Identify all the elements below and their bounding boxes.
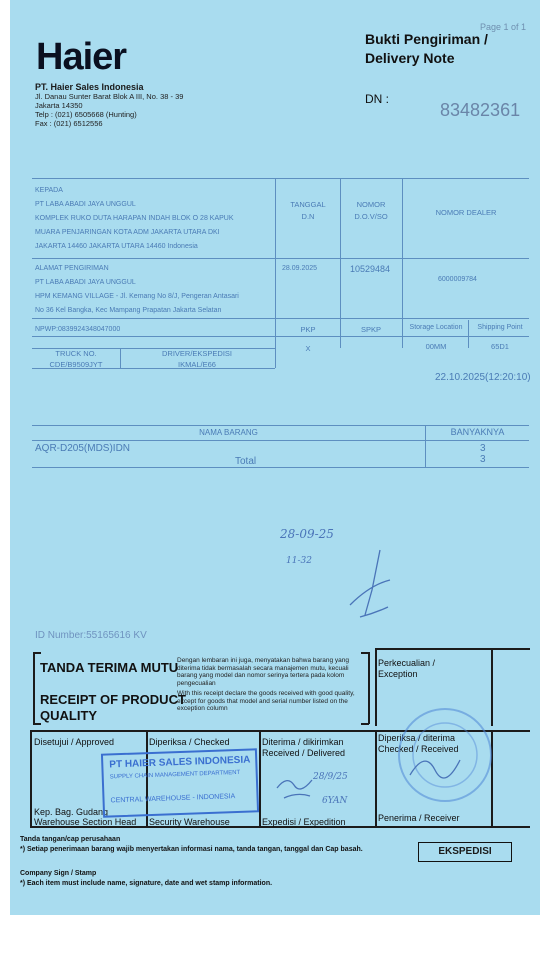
- receipt-bracket-right: [361, 723, 369, 725]
- nomor-header: NOMOR: [356, 200, 386, 209]
- item-qty: 3: [480, 443, 486, 454]
- table-border: [340, 178, 341, 348]
- table-border: [32, 318, 529, 319]
- stamp-line-3: CENTRAL WAREHOUSE - INDONESIA: [110, 793, 236, 805]
- sig-grid-line: [30, 730, 32, 828]
- table-border: [275, 178, 276, 368]
- receipt-title-en-2: QUALITY: [40, 708, 98, 723]
- handwritten-date: 28-09-25: [280, 527, 334, 541]
- date-value: 28.09.2025: [282, 265, 318, 272]
- approved-label: Disetujui / Approved: [34, 737, 115, 747]
- tanggal-header: TANGGAL: [290, 200, 326, 209]
- id-number: ID Number:55165616 KV: [35, 630, 147, 641]
- kepada-line: KOMPLEK RUKO DUTA HARAPAN INDAH BLOK O 28 KAPUK: [35, 215, 234, 222]
- alamat-line: HPM KEMANG VILLAGE - Jl. Kemang No 8/J, Pengeran Antasari: [35, 293, 239, 300]
- table-border: [402, 178, 403, 348]
- received-label-1: Diperiksa / diterima: [378, 733, 456, 743]
- company-address: [35, 92, 183, 128]
- kepada-line: JAKARTA 14460 JAKARTA UTARA 14460 Indonesia: [35, 243, 198, 250]
- document-title: [365, 30, 488, 68]
- phone-line: Telp : (021) 6505668 (Hunting): [35, 110, 137, 119]
- received-name-handwritten: 6YAN: [322, 796, 348, 806]
- pkp-header: PKP: [300, 325, 316, 334]
- dn-number: 83482361: [440, 100, 521, 120]
- kepada-label: KEPADA: [35, 187, 63, 194]
- address-line: Jl. Danau Sunter Barat Blok A III, No. 38 - 39: [35, 92, 184, 101]
- ekspedisi-box: EKSPEDISI: [418, 842, 512, 862]
- driver-value: IKMAL/E66: [178, 360, 216, 369]
- exception-label-1: Perkecualian /: [378, 658, 436, 668]
- dealer-value: 6000009784: [438, 276, 477, 283]
- dovso-header: D.O.V/SO: [354, 212, 388, 221]
- pkp-value: X: [305, 344, 311, 353]
- receipt-text-id: Dengan lembaran ini juga, menyatakan bahwa barang yang diterima tidak bermasalah secara manajemen mutu, kecuali barang yang model dan nomor serinya tertera pada kolom pengecualian: [177, 657, 350, 687]
- signature-scribble: [340, 545, 400, 625]
- address-line: Jakarta 14350: [35, 101, 83, 110]
- table-border: [32, 440, 529, 441]
- stamp-line-1: PT HAIER SALES INDONESIA: [109, 754, 251, 771]
- received-label-2: Checked / Received: [378, 744, 459, 754]
- kepada-line: MUARA PENJARINGAN KOTA ADM JAKARTA UTARA DKI: [35, 229, 220, 236]
- receipt-title-id: TANDA TERIMA MUTU: [40, 660, 179, 675]
- table-border: [32, 425, 529, 426]
- table-border: [32, 258, 529, 259]
- table-border: [32, 467, 529, 468]
- receipt-bracket-right: [368, 652, 370, 724]
- nama-barang-header: NAMA BARANG: [199, 428, 258, 437]
- exception-label-2: Exception: [378, 669, 418, 679]
- receiver-signature: [405, 745, 465, 795]
- expedition-signature: [272, 770, 322, 805]
- checked-label: Diperiksa / Checked: [149, 737, 230, 747]
- note2-title: Company Sign / Stamp: [20, 870, 97, 877]
- alamat-label: ALAMAT PENGIRIMAN: [35, 265, 109, 272]
- dn-label: DN :: [365, 92, 389, 106]
- warehouse-label-2: Warehouse Section Head: [34, 817, 137, 827]
- haier-logo: Haier: [36, 36, 127, 78]
- total-label: Total: [235, 456, 257, 467]
- storage-value: 00MM: [425, 342, 447, 351]
- exception-box-border: [375, 648, 530, 650]
- delivery-note-sheet: [10, 0, 540, 915]
- dn-header: D.N: [301, 212, 315, 221]
- alamat-line: PT LABA ABADI JAYA UNGGUL: [35, 279, 136, 286]
- receipt-title-en-1: RECEIPT OF PRODUCT: [40, 692, 186, 707]
- total-value: 3: [480, 454, 486, 465]
- npwp-value: NPWP:0839924348047000: [35, 326, 121, 333]
- receipt-text-en: With this receipt declare the goods received with good quality, except for goods that model and serial number listed on the exception column: [177, 690, 355, 712]
- spkp-header: SPKP: [360, 325, 381, 334]
- shipping-header: Shipping Point: [477, 324, 523, 331]
- storage-header: Storage Location: [409, 324, 463, 331]
- banyaknya-header: BANYAKNYA: [450, 427, 505, 437]
- note1-text: *) Setiap penerimaan barang wajib menyertakan informasi nama, tanda tangan, tanggal dan Cap basah.: [20, 846, 363, 853]
- stamp-line-2: SUPPLY CHAIN MANAGEMENT DEPARTMENT: [109, 769, 241, 781]
- print-timestamp: 22.10.2025(12:20:10): [435, 372, 531, 383]
- sig-grid-line: [375, 730, 377, 828]
- security-label: Security Warehouse: [149, 817, 230, 827]
- driver-header: DRIVER/EKSPEDISI: [161, 349, 233, 358]
- truck-value: CDE/B9509JYT: [49, 360, 103, 369]
- received-date-handwritten: 28/9/25: [313, 772, 348, 782]
- company-stamp: [101, 748, 259, 817]
- delivered-label-1: Diterima / dikirimkan: [262, 737, 344, 747]
- title-line-1: Bukti Pengiriman /: [365, 31, 488, 47]
- table-border: [32, 178, 529, 179]
- item-name: AQR-D205(MDS)IDN: [35, 443, 131, 454]
- receipt-bracket-left: [33, 652, 35, 724]
- nomor-dealer-header: NOMOR DEALER: [435, 208, 497, 217]
- delivered-label-2: Received / Delivered: [262, 748, 346, 758]
- expedition-label: Expedisi / Expedition: [262, 817, 346, 827]
- handwritten-time: 11-32: [286, 556, 312, 566]
- alamat-line: No 36 Kel Bangka, Kec Mampang Prapatan Jakarta Selatan: [35, 307, 222, 314]
- table-border: [120, 348, 121, 368]
- receiver-label: Penerima / Receiver: [378, 813, 460, 823]
- note1-title: Tanda tangan/cap perusahaan: [20, 836, 121, 843]
- shipping-value: 65D1: [491, 342, 509, 351]
- exception-box-border: [375, 648, 377, 726]
- kepada-line: PT LABA ABADI JAYA UNGGUL: [35, 201, 136, 208]
- truck-header: TRUCK NO.: [55, 349, 97, 358]
- receipt-bracket-left: [33, 723, 41, 725]
- title-line-2: Delivery Note: [365, 50, 455, 66]
- table-border: [32, 336, 529, 337]
- sig-grid-line: [259, 730, 261, 828]
- company-name: PT. Haier Sales Indonesia: [35, 82, 144, 92]
- fax-line: Fax : (021) 6512556: [35, 119, 103, 128]
- warehouse-label-1: Kep. Bag. Gudang: [34, 807, 109, 817]
- receipt-bracket-left: [33, 652, 41, 654]
- page-indicator: Page 1 of 1: [480, 22, 527, 32]
- note2-text: *) Each item must include name, signature, date and wet stamp information.: [20, 880, 273, 887]
- receipt-bracket-right: [361, 652, 369, 654]
- do-value: 10529484: [350, 264, 391, 274]
